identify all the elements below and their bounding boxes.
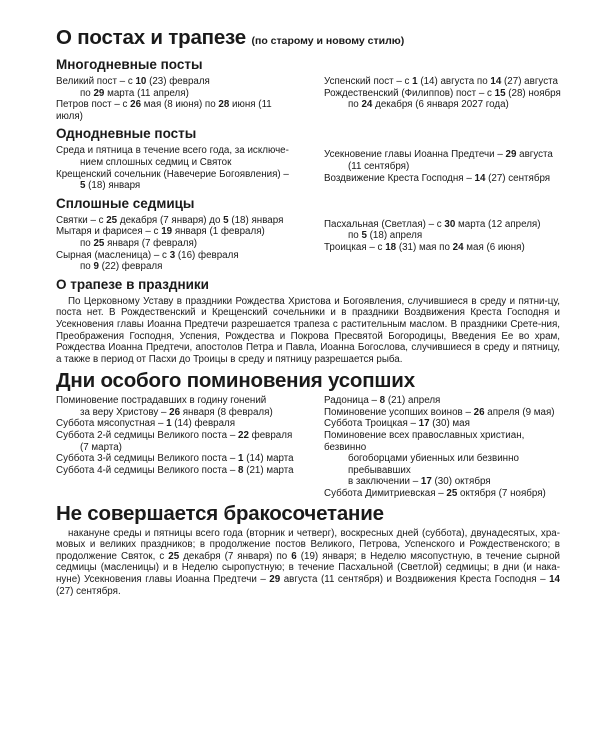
text: (18) января [228, 214, 284, 226]
no-weddings-text [56, 528, 560, 598]
entry-continuation [324, 230, 564, 242]
text: (16) февраля [175, 249, 239, 261]
entry-lent-week3-saturday [56, 453, 296, 465]
text: Петров пост – с [56, 99, 131, 111]
title-text: О постах и трапезе [56, 26, 246, 49]
date: 24 [361, 99, 373, 111]
right-column [324, 76, 564, 122]
text: Суббота 3-й седмицы Великого поста – [56, 453, 239, 465]
date: 25 [93, 237, 105, 249]
date: 17 [418, 418, 430, 430]
date: 14 [474, 172, 486, 184]
entry-continuation [324, 99, 564, 111]
text: (18) апреля [366, 230, 423, 242]
text: Радоница – [324, 395, 380, 407]
entry-dormition-fast [324, 76, 564, 88]
date: 22 [238, 430, 249, 442]
text: в продолжение Святок, с [56, 539, 560, 562]
text: богоборцами убиенных или безвинно пребывавших [348, 453, 519, 476]
entry-continuation [56, 238, 296, 250]
date: 25 [106, 214, 118, 226]
section-title-fasts [56, 26, 560, 53]
text: Суббота Димитриевская – [324, 488, 447, 500]
heading-one-day-fasts: Однодневные посты [56, 126, 197, 142]
entry-all-victims [324, 430, 564, 488]
date: 18 [385, 241, 397, 253]
text: (21) марта [243, 464, 294, 476]
date: 10 [135, 76, 147, 87]
section-title-no-weddings: Не совершается бракосочетание [56, 501, 384, 525]
heading-feast-meals: О трапезе в праздники [56, 276, 209, 292]
text: марта (12 апреля) [455, 218, 541, 230]
date: 29 [269, 574, 281, 585]
date: 6 [291, 550, 297, 562]
text: (30) мая [429, 418, 470, 430]
date: 19 [161, 226, 173, 238]
entry-trinity-week [324, 242, 564, 254]
text: Великий пост – с [56, 76, 136, 87]
heading-solid-weeks: Сплошные седмицы [56, 195, 195, 211]
text: в заключении – [348, 476, 421, 488]
text: апреля (9 мая) [484, 406, 555, 418]
date: 1 [166, 418, 172, 430]
entry-new-martyrs [56, 395, 296, 418]
entry-demetrius-saturday [324, 488, 564, 500]
entry-lent-week4-saturday [56, 465, 296, 477]
text: (21) апреля [385, 395, 441, 407]
text: января (1 февраля) [172, 226, 265, 238]
entry-radonitsa [324, 395, 564, 407]
entry-continuation [56, 88, 296, 100]
right-column [324, 215, 564, 273]
section-title-commemoration: Дни особого поминовения усопших [56, 369, 415, 393]
text: (7 марта) [80, 441, 122, 453]
text: (23) февраля [146, 76, 210, 87]
text: (27) августа [501, 76, 558, 87]
entry-trinity-saturday [324, 418, 564, 430]
date: 29 [505, 149, 517, 161]
text: января (7 февраля) [104, 237, 198, 249]
entry-wednesday-friday [56, 145, 296, 168]
text: Суббота 2-й седмицы Великого поста – [56, 430, 239, 442]
text: (31) мая по [396, 241, 453, 253]
date: 1 [412, 76, 418, 87]
text: Усекновение главы Иоанна Предтечи – [324, 149, 506, 161]
text: (28) ноября [505, 87, 561, 99]
text: (27) сентября [485, 172, 551, 184]
text: по [348, 230, 362, 242]
text: января (8 февраля) [180, 406, 273, 418]
entry-beheading [324, 149, 564, 172]
text: накануне среды и пятницы всего года (вторник и четверг), воскресных дней (суббота), двунадесятых, хра-мовых и великих праздников; в продолжение постов Великого, Петрова, Успенского и Рождественского; [56, 527, 560, 551]
text: по [80, 237, 94, 249]
entry-exaltation [324, 173, 564, 185]
left-column [56, 76, 296, 122]
entry-cheese-week [56, 250, 296, 273]
entry-theophany-eve [56, 169, 296, 192]
entry-warriors [324, 407, 564, 419]
text: (11 сентября) [348, 160, 410, 172]
text: Суббота 4-й седмицы Великого поста – [56, 464, 239, 476]
date: 17 [420, 476, 432, 488]
right-column [324, 145, 564, 191]
entry-continuation [324, 476, 564, 488]
entry-apostles-fast [56, 99, 296, 122]
text: (18) января [85, 180, 141, 192]
date: 5 [223, 214, 229, 226]
text: (22) февраля [98, 261, 163, 273]
text: декабря (7 января) до [117, 214, 224, 226]
entry-continuation [56, 407, 296, 419]
date: 15 [494, 87, 506, 99]
text: нием сплошных седмиц и Святок [80, 156, 232, 168]
text: октября (7 ноября) [457, 488, 546, 500]
text: Троицкая – с [324, 241, 386, 253]
left-column [56, 145, 296, 191]
date: 29 [93, 87, 105, 99]
text: Поминовение всех православных христиан, безвинно [324, 430, 525, 453]
date: 26 [169, 406, 181, 418]
date: 26 [473, 406, 485, 418]
entry-svyatki [56, 215, 296, 227]
entry-continuation [56, 261, 296, 273]
text: по [348, 99, 362, 111]
one-day-fasts-columns [56, 145, 560, 191]
text: Среда и пятница в течение всего года, за исключе- [56, 145, 289, 157]
text: по [80, 87, 94, 99]
date: 1 [238, 453, 244, 465]
text: Успенский пост – с [324, 76, 413, 87]
text: по [80, 261, 94, 273]
left-column [56, 215, 296, 273]
text: (30) октября [431, 476, 491, 488]
text: мая (8 июня) по [141, 99, 219, 111]
entry-publican-pharisee [56, 226, 296, 249]
text: Поминовение усопших воинов – [324, 406, 474, 418]
text: Мытаря и фарисея – с [56, 226, 162, 238]
text: февраля [248, 430, 293, 442]
text: июня (11 июля) [56, 99, 272, 122]
date: 25 [446, 488, 458, 500]
multi-day-fasts-columns [56, 76, 560, 122]
text: Поминовение пострадавших в годину гонений [56, 395, 267, 407]
date: 14 [549, 574, 560, 585]
solid-weeks-columns [56, 215, 560, 273]
date: 14 [490, 76, 502, 87]
feast-meals-text: По Церковному Уставу в праздники Рождества Христова и Богоявления, случившиеся в среду и пятни-цу, поста нет. В Рождественский и Крещенский сочельники и в праздники Воздвижения Креста Господня и Усекновения главы Иоанна Предтечи разрешается трапеза с растительным маслом. В праздники Срете-ния, Преображения Господня, Успения, Рождества и Покрова Пресвятой Богородицы, Введения Ее во храм, Рождества Иоанна Предтечи, апостолов Петра и Павла, Иоанна Богослова, случившиеся в среду и пятницу, а также в период от Пасхи до Троицы в среду и пятницу разрешается рыба. [56, 295, 560, 365]
text: за веру Христову – [80, 406, 170, 418]
text: августа [516, 149, 553, 161]
entry-great-lent [56, 76, 296, 99]
date: 5 [361, 230, 367, 242]
text: марта (11 апреля) [104, 87, 189, 99]
text: (14) февраля [171, 418, 236, 430]
text: Суббота мясопустная – [56, 418, 167, 430]
text: декабря (7 января) по [179, 550, 292, 562]
date: 3 [169, 249, 176, 261]
right-column [324, 395, 564, 499]
entry-bright-week [324, 219, 564, 242]
text: (14) августа по [417, 76, 491, 87]
entry-meatfare-saturday [56, 418, 296, 430]
text: Святки – с [56, 214, 107, 226]
text: Пасхальная (Светлая) – с [324, 218, 445, 230]
entry-lent-week2-saturday [56, 430, 296, 453]
entry-nativity-fast [324, 88, 564, 111]
text: Рождественский (Филиппов) пост – с [324, 87, 495, 99]
date: 8 [238, 464, 244, 476]
text: Воздвижение Креста Господня – [324, 172, 475, 184]
text: декабря (6 января 2027 года) [372, 99, 509, 111]
date: 5 [80, 180, 86, 192]
date: 26 [130, 99, 142, 111]
text: (14) марта [243, 453, 294, 465]
text: (19) января; в Неделю мясопустную, в течение сырной седмицы (масленицы) и в Неделю сыропустную; в течение Пасхальной (Светлой) седмицы; в дни (и нака-нуне) Усекновения главы Иоанна Предтечи – [56, 550, 561, 585]
text: мая (6 июня) [463, 241, 525, 253]
text: Суббота Троицкая – [324, 418, 419, 430]
commemoration-columns [56, 395, 560, 499]
title-note: (по старому и новому стилю) [251, 35, 405, 47]
date: 24 [452, 241, 464, 253]
date: 25 [168, 550, 180, 562]
date: 9 [93, 261, 99, 273]
left-column [56, 395, 296, 499]
text: августа (11 сентября) и Воздвижения Креста Господня – [280, 574, 546, 585]
date: 28 [218, 99, 230, 111]
entry-continuation [56, 180, 296, 192]
date: 8 [379, 395, 386, 407]
text: (27) сентября. [56, 585, 121, 597]
heading-multi-day-fasts: Многодневные посты [56, 57, 203, 72]
text: Сырная (масленица) – с [56, 249, 170, 261]
date: 30 [444, 218, 456, 230]
text: Крещенский сочельник (Навечерие Богоявления) – [56, 168, 289, 180]
